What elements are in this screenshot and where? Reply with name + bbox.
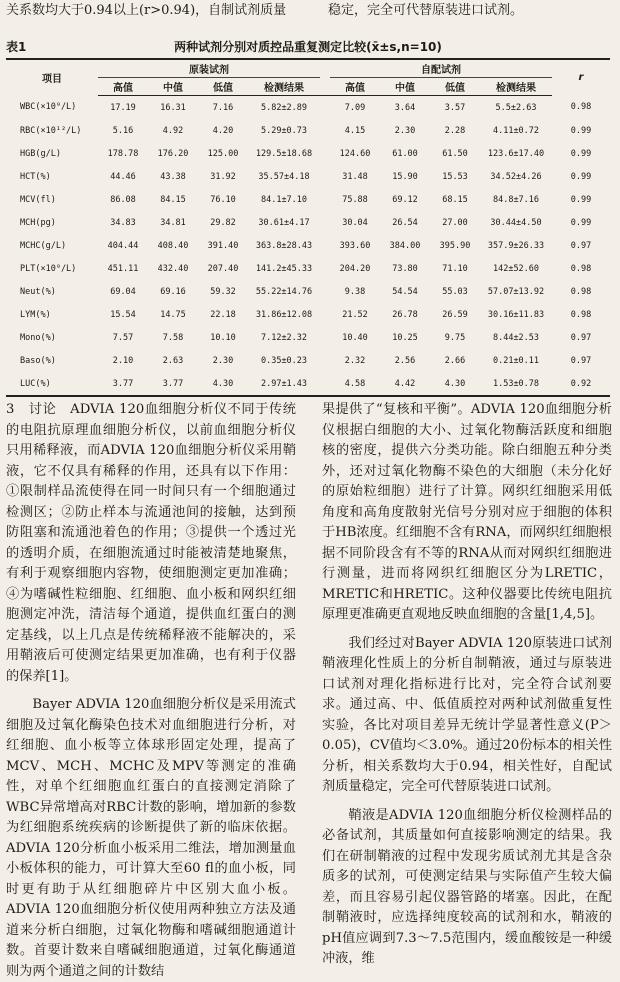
cell-o-low: 2.30 bbox=[212, 355, 234, 366]
cell-s-res: 0.21±0.11 bbox=[492, 355, 540, 366]
body-column-left bbox=[6, 400, 296, 982]
row-label: LUC(%) bbox=[6, 372, 98, 396]
cell-o-res: 5.82±2.89 bbox=[260, 102, 308, 113]
cell-o-mid: 176.20 bbox=[157, 148, 189, 159]
spacer-cell bbox=[320, 165, 330, 188]
table-row bbox=[6, 188, 610, 211]
cell-o-res: 0.35±0.23 bbox=[260, 355, 308, 366]
cell-s-res: 57.07±13.92 bbox=[487, 286, 545, 297]
cell-s-low: 61.50 bbox=[442, 148, 468, 159]
header-low: 低值 bbox=[198, 78, 248, 96]
cell-r: 0.97 bbox=[570, 332, 592, 343]
cell-s-low: 395.90 bbox=[439, 240, 471, 251]
cell-o-low: 391.40 bbox=[207, 240, 239, 251]
cell-s-mid: 10.25 bbox=[392, 332, 418, 343]
cell-o-res: 84.1±7.10 bbox=[260, 194, 308, 205]
table-row bbox=[6, 119, 610, 142]
cell-s-low: 2.66 bbox=[444, 355, 466, 366]
cell-s-high: 10.40 bbox=[342, 332, 368, 343]
cell-s-res: 30.44±4.50 bbox=[490, 217, 542, 228]
row-label: LYM(%) bbox=[20, 309, 51, 320]
cell-s-res: 4.11±0.72 bbox=[492, 125, 540, 136]
cell-s-high: 9.38 bbox=[344, 286, 366, 297]
cell-o-mid: 69.16 bbox=[160, 286, 186, 297]
cell-o-low: 4.30 bbox=[198, 372, 248, 396]
cell-o-low: 29.82 bbox=[210, 217, 236, 228]
spacer-cell bbox=[320, 96, 330, 120]
spacer-cell bbox=[320, 257, 330, 280]
cell-s-low: 27.00 bbox=[442, 217, 468, 228]
header-homemade-group: 自配试剂 bbox=[330, 59, 552, 78]
cell-o-res: 7.12±2.32 bbox=[260, 332, 308, 343]
cell-s-res: 8.44±2.53 bbox=[492, 332, 540, 343]
row-label: HGB(g/L) bbox=[20, 148, 61, 159]
cell-s-mid: 384.00 bbox=[389, 240, 421, 251]
cell-s-low: 3.57 bbox=[444, 102, 466, 113]
header-high: 高值 bbox=[330, 78, 380, 96]
cell-o-high: 17.19 bbox=[110, 102, 136, 113]
table-row bbox=[6, 349, 610, 372]
cell-o-mid: 34.81 bbox=[160, 217, 186, 228]
spacer-cell bbox=[320, 326, 330, 349]
cell-o-high: 2.10 bbox=[112, 355, 134, 366]
cell-s-high: 393.60 bbox=[339, 240, 371, 251]
body-column-right bbox=[322, 400, 612, 970]
cell-o-mid: 84.15 bbox=[160, 194, 186, 205]
continuation-text-left: 关系数均大于0.94以上(r>0.94)，自制试剂质量 bbox=[6, 3, 287, 18]
cell-s-high: 21.52 bbox=[342, 309, 368, 320]
cell-o-low: 76.10 bbox=[210, 194, 236, 205]
cell-r: 0.98 bbox=[570, 286, 592, 297]
cell-r: 0.99 bbox=[570, 125, 592, 136]
cell-o-res: 55.22±14.76 bbox=[255, 286, 313, 297]
header-high: 高值 bbox=[98, 78, 148, 96]
header-original-group: 原装试剂 bbox=[98, 59, 320, 78]
cell-o-mid: 43.38 bbox=[160, 171, 186, 182]
table-caption bbox=[6, 38, 610, 56]
row-label: RBC(×10¹²/L) bbox=[20, 125, 82, 136]
row-label: Baso(%) bbox=[20, 355, 56, 366]
continuation-text-right: 稳定，完全可代替原装进口试剂。 bbox=[328, 3, 524, 18]
table-row bbox=[6, 165, 610, 188]
cell-s-res: 84.8±7.16 bbox=[492, 194, 540, 205]
paragraph: 3 讨论 ADVIA 120血细胞分析仪不同于传统的电阻抗原理血细胞分析仪，以前血细胞分析仪只用稀释液，而ADVIA 120血细胞分析仪采用鞘液，它不仅具有稀释的作用，还具有以下作用：①限制样品流使得在同一时间只有一个细胞通过检测区；②防止样本与流通池间的接触，达到预防阻塞和流通池着色的作用；③提供一个透过光的透明介质，在细胞流通过时能被清楚地聚焦，有利于观察细胞内容物，使细胞测定更加准确；④为嗜碱性粒细胞、红细胞、血小板和网织红细胞测定冲洗，清洁每个通道，提供血红蛋白的测定基线，以上几点是传统稀释液不能解决的，采用鞘液后可使测定结果更加准确，也有利于仪器的保养[1]。 bbox=[6, 402, 296, 684]
cell-s-high: 2.32 bbox=[344, 355, 366, 366]
cell-o-res: 5.29±0.73 bbox=[260, 125, 308, 136]
table-row bbox=[6, 142, 610, 165]
table-row bbox=[6, 326, 610, 349]
table-row bbox=[6, 96, 610, 120]
cell-o-low: 7.16 bbox=[212, 102, 234, 113]
cell-s-mid: 69.12 bbox=[392, 194, 418, 205]
row-label: PLT(×10⁹/L) bbox=[20, 263, 77, 274]
header-item: 项目 bbox=[6, 59, 98, 96]
cell-s-res: 142±52.60 bbox=[492, 263, 540, 274]
spacer-cell bbox=[320, 211, 330, 234]
cell-s-mid: 3.64 bbox=[394, 102, 416, 113]
cell-s-mid: 26.54 bbox=[392, 217, 418, 228]
cell-o-high: 34.83 bbox=[110, 217, 136, 228]
cell-o-high: 7.57 bbox=[112, 332, 134, 343]
cell-o-low: 31.92 bbox=[210, 171, 236, 182]
cell-r: 0.98 bbox=[570, 102, 592, 113]
header-mid: 中值 bbox=[380, 78, 430, 96]
header-mid: 中值 bbox=[148, 78, 198, 96]
cell-s-res: 30.16±11.83 bbox=[487, 309, 545, 320]
table-row bbox=[6, 303, 610, 326]
cell-s-high: 30.04 bbox=[342, 217, 368, 228]
cell-o-mid: 432.40 bbox=[157, 263, 189, 274]
spacer-cell bbox=[320, 119, 330, 142]
cell-o-high: 178.78 bbox=[107, 148, 139, 159]
row-label: MCH(pg) bbox=[20, 217, 56, 228]
cell-s-high: 124.60 bbox=[339, 148, 371, 159]
cell-s-high: 4.58 bbox=[330, 372, 380, 396]
cell-o-res: 129.5±18.68 bbox=[255, 148, 313, 159]
cell-o-mid: 2.63 bbox=[162, 355, 184, 366]
cell-r: 0.99 bbox=[570, 217, 592, 228]
cell-o-high: 86.08 bbox=[110, 194, 136, 205]
paragraph: 果提供了“复核和平衡”。ADVIA 120血细胞分析仪根据白细胞的大小、过氧化物酶活跃度和细胞核的密度，提供六分类功能。除白细胞五种分类外，还对过氧化物酶不染色的大细胞（未分化好的原始粒细胞）进行了计算。网织红细胞采用低角度和高角度散射光信号分别对应于细胞的体积于HB浓度。红细胞不含有RNA，而网织红细胞根据不同阶段含有不等的RNA从而对网织红细胞进行测量，进而将网织红细胞区分为LRETIC，MRETIC和HRETIC。这种仪器要比传统电阻抗原理更准确更直观地反映血细胞的含量[1,4,5]。 bbox=[322, 402, 612, 622]
cell-s-mid: 61.00 bbox=[392, 148, 418, 159]
spacer-cell bbox=[320, 372, 330, 396]
cell-s-mid: 73.80 bbox=[392, 263, 418, 274]
spacer-cell bbox=[320, 280, 330, 303]
cell-o-mid: 16.31 bbox=[160, 102, 186, 113]
row-label: Mono(%) bbox=[20, 332, 56, 343]
paragraph: 鞘液是ADVIA 120血细胞分析仪检测样品的必备试剂，其质量如何直接影响测定的结果。我们在研制鞘液的过程中发现劣质试剂尤其是含杂质多的试剂，可使测定结果与实际值产生较大偏差，而且容易引起仪器管路的堵塞。因此，在配制鞘液时，应选择纯度较高的试剂和水，鞘液的pH值应调到7.3～7.5范围内，缓血酸铵是一种缓冲液，维 bbox=[322, 807, 612, 966]
cell-o-res: 2.97±1.43 bbox=[248, 372, 320, 396]
cell-o-high: 44.46 bbox=[110, 171, 136, 182]
cell-s-low: 55.03 bbox=[442, 286, 468, 297]
spacer-cell bbox=[320, 349, 330, 372]
cell-o-mid: 4.92 bbox=[162, 125, 184, 136]
table-label: 表1 bbox=[6, 40, 27, 54]
spacer-cell bbox=[320, 142, 330, 165]
cell-s-mid: 4.42 bbox=[380, 372, 430, 396]
cell-o-low: 22.18 bbox=[210, 309, 236, 320]
cell-r: 0.99 bbox=[570, 194, 592, 205]
row-label: Neut(%) bbox=[20, 286, 56, 297]
cell-r: 0.99 bbox=[570, 148, 592, 159]
spacer-cell bbox=[320, 303, 330, 326]
cell-o-res: 30.61±4.17 bbox=[258, 217, 310, 228]
cell-o-low: 125.00 bbox=[207, 148, 239, 159]
cell-s-low: 2.28 bbox=[444, 125, 466, 136]
table-title: 两种试剂分别对质控品重复测定比较(x̄±s,n=10) bbox=[174, 40, 442, 54]
cell-o-low: 59.32 bbox=[210, 286, 236, 297]
cell-o-res: 35.57±4.18 bbox=[258, 171, 310, 182]
cell-o-high: 15.54 bbox=[110, 309, 136, 320]
cell-s-res: 5.5±2.63 bbox=[495, 102, 537, 113]
cell-s-low: 15.53 bbox=[442, 171, 468, 182]
row-label: WBC(×10⁹/L) bbox=[20, 102, 77, 113]
spacer-cell bbox=[320, 188, 330, 211]
header-result: 检测结果 bbox=[248, 78, 320, 96]
cell-r: 0.97 bbox=[570, 240, 592, 251]
cell-s-mid: 2.30 bbox=[394, 125, 416, 136]
cell-s-high: 75.88 bbox=[342, 194, 368, 205]
cell-s-high: 204.20 bbox=[339, 263, 371, 274]
cell-s-res: 1.53±0.78 bbox=[480, 372, 552, 396]
header-result: 检测结果 bbox=[480, 78, 552, 96]
cell-r: 0.97 bbox=[570, 355, 592, 366]
cell-s-low: 26.59 bbox=[442, 309, 468, 320]
cell-o-res: 31.86±12.08 bbox=[255, 309, 313, 320]
cell-s-res: 357.9±26.33 bbox=[487, 240, 545, 251]
cell-r: 0.98 bbox=[570, 309, 592, 320]
cell-r: 0.92 bbox=[552, 372, 610, 396]
cell-o-mid: 408.40 bbox=[157, 240, 189, 251]
cell-o-res: 141.2±45.33 bbox=[255, 263, 313, 274]
cell-s-mid: 26.78 bbox=[392, 309, 418, 320]
paragraph: Bayer ADVIA 120血细胞分析仪是采用流式细胞及过氧化酶染色技术对血细胞进行分析，对红细胞、血小板等立体球形固定处理，提高了MCV、MCH、MCHC及MPV等测定的准确性，对单个红细胞血红蛋白的直接测定消除了WBC异常增高对RBC计数的影响，增加新的参数为红细胞系统疾病的诊断提供了新的临床依据。ADVIA 120分析血小板采用二维法，增加测量血小板体积的能力，可计算大至60 fl的血小板，同时更有助于从红细胞碎片中区别大血小板。ADVIA 120血细胞分析仪使用两种独立方法及通道来分析白细胞，过氧化物酶和嗜碱细胞通道计数。首要计数来自嗜碱细胞通道，过氧化酶通道则为两个通道之间的计数结 bbox=[6, 697, 296, 979]
cell-o-mid: 3.77 bbox=[148, 372, 198, 396]
cell-o-high: 451.11 bbox=[107, 263, 139, 274]
cell-s-res: 123.6±17.40 bbox=[487, 148, 545, 159]
cell-s-low: 68.15 bbox=[442, 194, 468, 205]
cell-s-mid: 15.90 bbox=[392, 171, 418, 182]
cell-o-mid: 14.75 bbox=[160, 309, 186, 320]
cell-o-high: 69.04 bbox=[110, 286, 136, 297]
cell-o-high: 404.44 bbox=[107, 240, 139, 251]
cell-o-low: 10.10 bbox=[210, 332, 236, 343]
table-row bbox=[6, 234, 610, 257]
cell-r: 0.99 bbox=[570, 171, 592, 182]
table-row bbox=[6, 280, 610, 303]
row-label: HCT(%) bbox=[20, 171, 51, 182]
row-label: MCHC(g/L) bbox=[20, 240, 67, 251]
cell-o-low: 207.40 bbox=[207, 263, 239, 274]
cell-s-high: 7.09 bbox=[344, 102, 366, 113]
cell-s-high: 4.15 bbox=[344, 125, 366, 136]
cell-s-low: 71.10 bbox=[442, 263, 468, 274]
cell-s-res: 34.52±4.26 bbox=[490, 171, 542, 182]
comparison-table bbox=[6, 58, 610, 397]
cell-o-res: 363.8±28.43 bbox=[255, 240, 313, 251]
cell-s-mid: 2.56 bbox=[394, 355, 416, 366]
cell-s-high: 31.48 bbox=[342, 171, 368, 182]
cell-o-high: 5.16 bbox=[112, 125, 134, 136]
cell-o-mid: 7.58 bbox=[162, 332, 184, 343]
header-r: r bbox=[552, 59, 610, 96]
paragraph: 我们经过对Bayer ADVIA 120原装进口试剂鞘液理化性质上的分析自制鞘液，通过与原装进口试剂对理化指标进行比对，完全符合试剂要求。通过高、中、低值质控对两种试剂做重复性实验，各比对项目差异无统计学显著性意义(P＞0.05)，CV值均＜3.0%。通过20份标本的相关性分析，相关系数均大于0.94，相关性好，自配试剂质量稳定，完全可代替原装进口试剂。 bbox=[322, 635, 612, 794]
header-low: 低值 bbox=[430, 78, 480, 96]
table-row bbox=[6, 372, 610, 396]
spacer-cell bbox=[320, 234, 330, 257]
row-label: MCV(fl) bbox=[20, 194, 56, 205]
cell-s-mid: 54.54 bbox=[392, 286, 418, 297]
cell-o-low: 4.20 bbox=[212, 125, 234, 136]
cell-r: 0.98 bbox=[570, 263, 592, 274]
table-row bbox=[6, 211, 610, 234]
cell-s-low: 9.75 bbox=[444, 332, 466, 343]
table-row bbox=[6, 257, 610, 280]
cell-s-low: 4.30 bbox=[430, 372, 480, 396]
cell-o-high: 3.77 bbox=[98, 372, 148, 396]
